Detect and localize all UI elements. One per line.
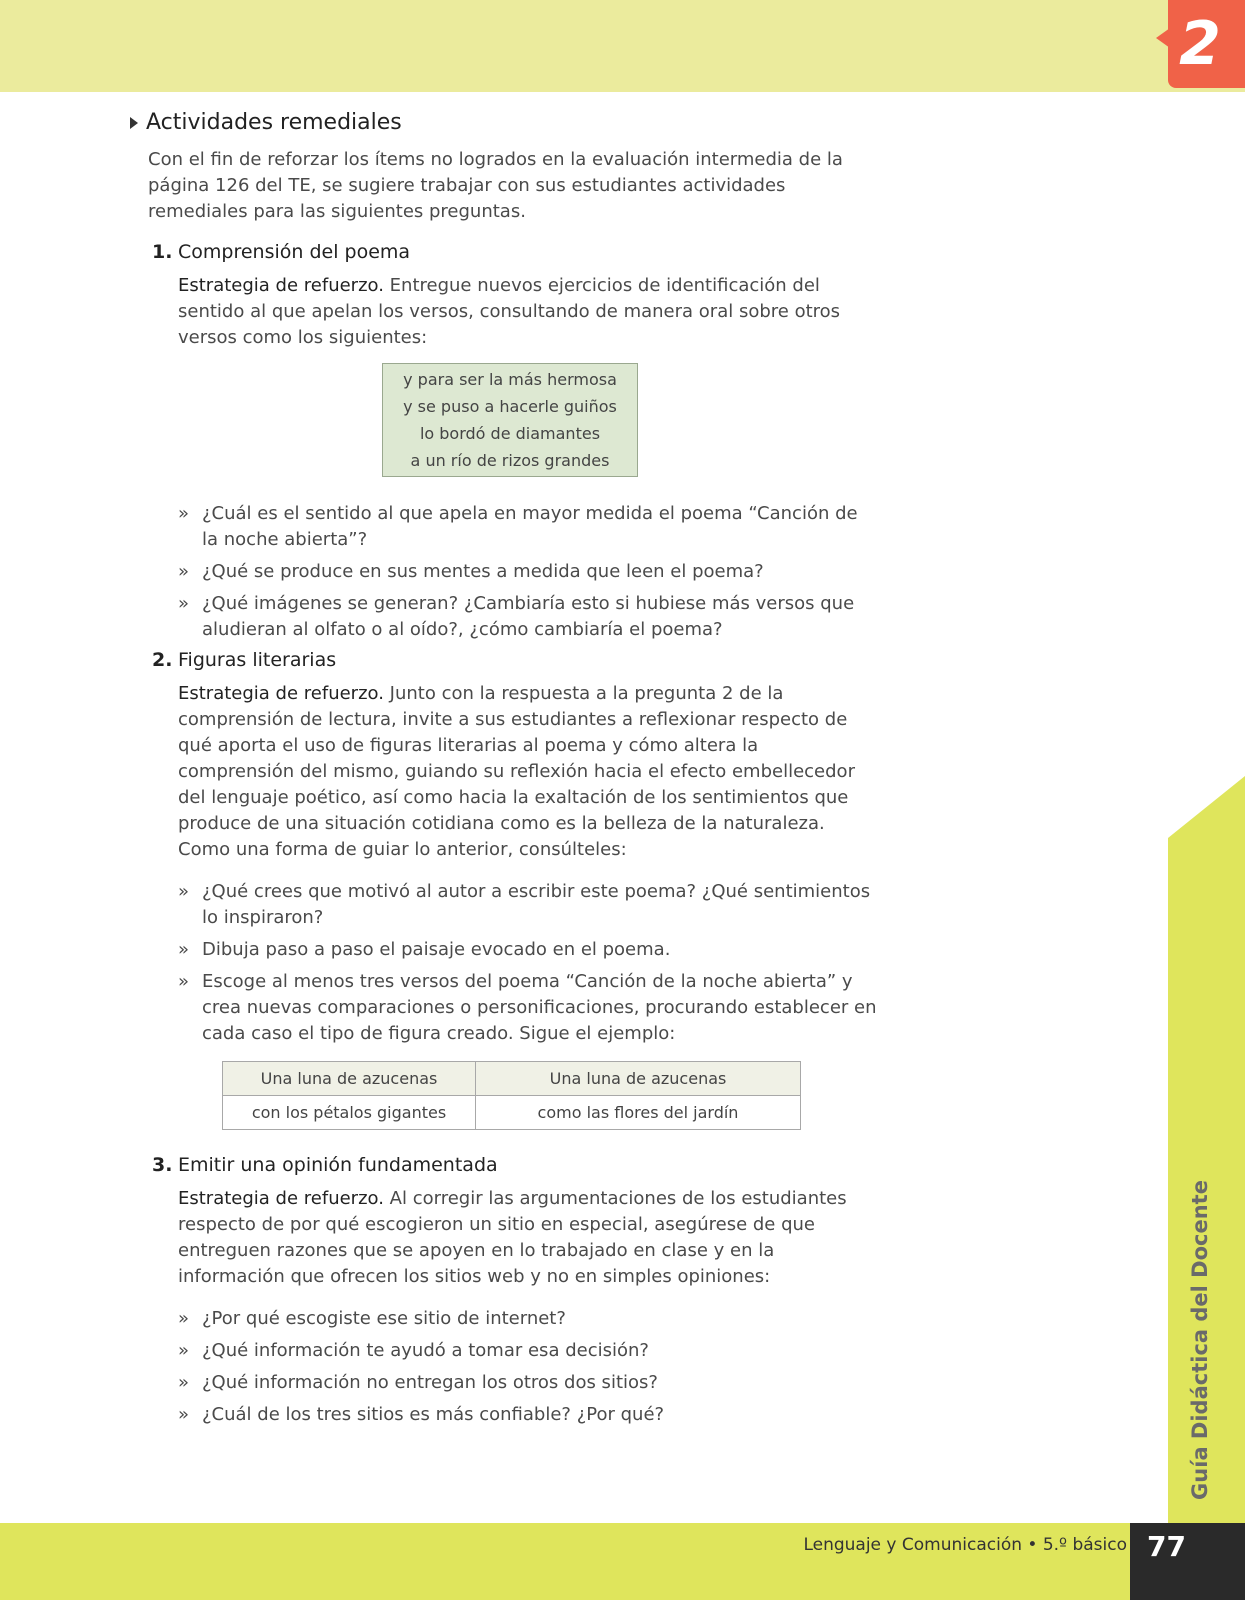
item-number: 3.: [152, 1154, 173, 1176]
item-number: 1.: [152, 241, 173, 263]
footer-text: Lenguaje y Comunicación • 5.º básico: [803, 1535, 1127, 1555]
strategy-paragraph: [178, 1186, 878, 1290]
item-1: [152, 241, 890, 643]
bullet-icon: »: [178, 1308, 190, 1329]
strategy-paragraph: [178, 681, 878, 863]
list-item: » Dibuja paso a paso el paisaje evocado en el poema.: [178, 937, 878, 963]
bullet-icon: »: [178, 561, 190, 582]
item-3: [152, 1154, 890, 1428]
table-cell: Una luna de azucenas: [223, 1062, 476, 1096]
item-title: Comprensión del poema: [178, 241, 411, 263]
table-cell: como las flores del jardín: [476, 1096, 801, 1130]
list-item: » ¿Por qué escogiste ese sitio de internet?: [178, 1306, 878, 1332]
verse-line: a un río de rizos grandes: [410, 451, 610, 470]
list-item: » ¿Qué información te ayudó a tomar esa decisión?: [178, 1338, 878, 1364]
list-item: » ¿Cuál es el sentido al que apela en mayor medida el poema “Canción de la noche abierta”?: [178, 501, 878, 553]
intro-paragraph: Con el fin de reforzar los ítems no logrados en la evaluación intermedia de la página 126 del TE, se sugiere trabajar con sus estudiantes actividades remediales para las siguientes preguntas.: [148, 149, 843, 222]
top-band: [0, 0, 1245, 92]
bullet-icon: »: [178, 939, 190, 960]
question-list: [178, 501, 878, 643]
bullet-icon: »: [178, 1340, 190, 1361]
strategy-label: Estrategia de refuerzo.: [178, 683, 384, 704]
question-list: [178, 879, 878, 1047]
bullet-icon: »: [178, 1372, 190, 1393]
item-2: [152, 649, 890, 1130]
table-row: [223, 1096, 801, 1130]
verse-line: lo bordó de diamantes: [419, 424, 601, 443]
strategy-label: Estrategia de refuerzo.: [178, 275, 384, 296]
bullet-icon: »: [178, 1404, 190, 1425]
strategy-text: Junto con la respuesta a la pregunta 2 de la comprensión de lectura, invite a sus estudiantes a reflexionar respecto de qué aporta el uso de figuras literarias al poema y cómo altera la comprensión del mismo, guiando su reflexión hacia el efecto embellecedor del lenguaje poético, así como hacia la exaltación de los sentimientos que produce de una situación cotidiana como es la belleza de la naturaleza. Como una forma de guiar lo anterior, consúlteles:: [178, 683, 855, 860]
list-item: » Escoge al menos tres versos del poema “Canción de la noche abierta” y crea nuevas comparaciones o personificaciones, procurando establecer en cada caso el tipo de figura creado. Sigue el ejemplo:: [178, 969, 878, 1047]
bullet-icon: »: [178, 881, 190, 902]
item-title: Emitir una opinión fundamentada: [178, 1154, 498, 1176]
page-number: 77: [1147, 1530, 1186, 1563]
item-number: 2.: [152, 649, 173, 671]
main-content: [130, 110, 890, 1434]
list-item: » ¿Qué imágenes se generan? ¿Cambiaría esto si hubiese más versos que aludieran al olfato o al oído?, ¿cómo cambiaría el poema?: [178, 591, 878, 643]
list-item: » ¿Qué crees que motivó al autor a escribir este poema? ¿Qué sentimientos lo inspiraron?: [178, 879, 878, 931]
strategy-paragraph: [178, 273, 878, 351]
list-item: » ¿Qué información no entregan los otros dos sitios?: [178, 1370, 878, 1396]
bullet-icon: »: [178, 593, 190, 614]
bullet-icon: »: [178, 971, 190, 992]
question-list: [178, 1306, 878, 1428]
bullet-icon: »: [178, 503, 190, 524]
triangle-right-icon: [130, 117, 138, 129]
table-cell: con los pétalos gigantes: [223, 1096, 476, 1130]
verse-line: y se puso a hacerle guiños: [403, 397, 617, 416]
item-title: Figuras literarias: [178, 649, 337, 671]
table-cell: Una luna de azucenas: [476, 1062, 801, 1096]
chapter-number: 2: [1179, 9, 1221, 79]
example-table: [222, 1061, 801, 1130]
section-heading: [130, 110, 890, 135]
verse-line: y para ser la más hermosa: [403, 370, 617, 389]
side-label: Guía Didáctica del Docente: [1188, 1180, 1212, 1500]
strategy-text: Al corregir las argumentaciones de los estudiantes respecto de por qué escogieron un sitio en especial, asegúrese de que entreguen razones que se apoyen en lo trabajado en clase y en la información que ofrecen los sitios web y no en simples opiniones:: [178, 1188, 847, 1287]
section-title: Actividades remediales: [146, 110, 402, 135]
strategy-label: Estrategia de refuerzo.: [178, 1188, 384, 1209]
table-row: [223, 1062, 801, 1096]
list-item: » ¿Cuál de los tres sitios es más confiable? ¿Por qué?: [178, 1402, 878, 1428]
list-item: » ¿Qué se produce en sus mentes a medida que leen el poema?: [178, 559, 878, 585]
verse-box: [382, 363, 638, 477]
strategy-text: Entregue nuevos ejercicios de identificación del sentido al que apelan los versos, consultando de manera oral sobre otros versos como los siguientes:: [178, 275, 841, 348]
